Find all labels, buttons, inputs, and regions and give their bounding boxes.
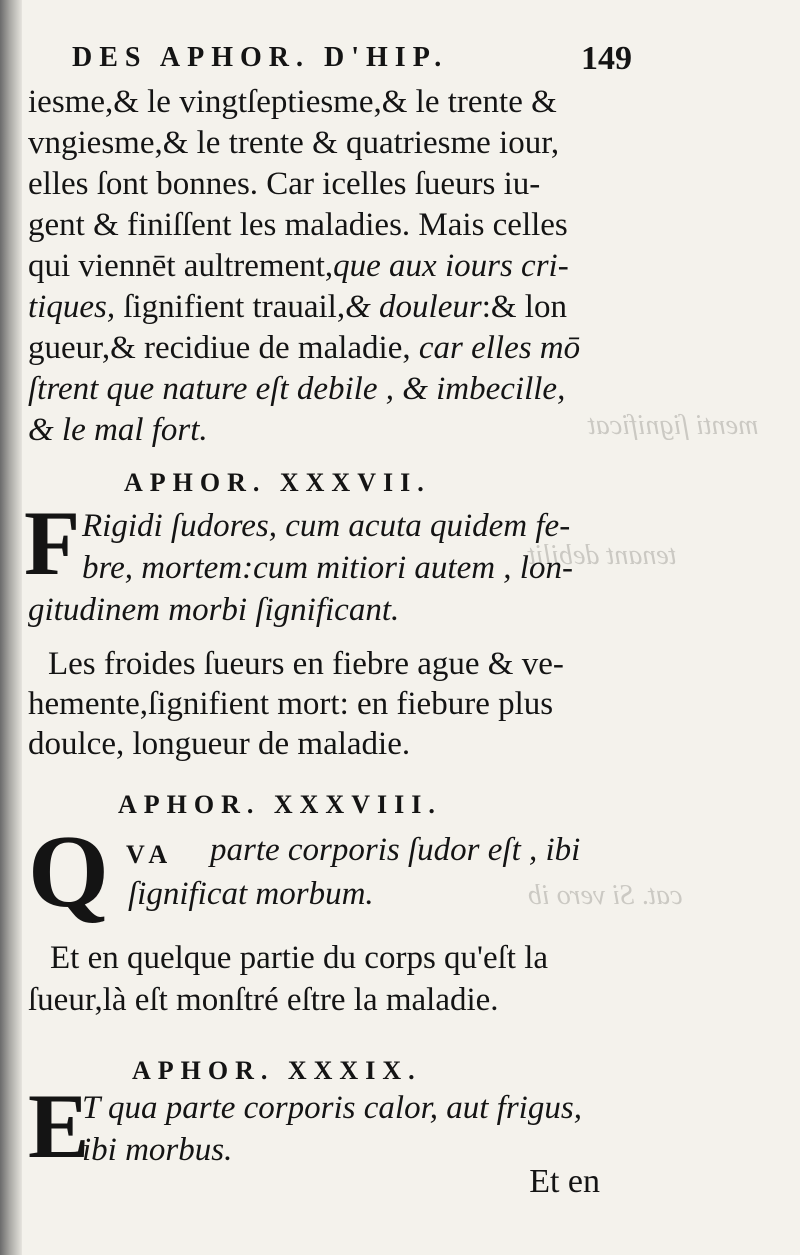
text-line: vngiesme,& le trente & quatriesme iour,: [28, 125, 560, 161]
show-through-text: cat. Si vero ib: [528, 880, 683, 911]
latin-line: ibi morbus.: [82, 1132, 233, 1168]
text-run: qui viennēt aultrement,: [28, 248, 334, 284]
italic-run: & douleur: [345, 289, 482, 325]
text-line: & le mal fort.: [28, 412, 208, 448]
text-run: :& lon: [481, 289, 567, 325]
latin-line: bre, mortem:cum mitiori autem , lon-: [82, 550, 573, 586]
text-line: gent & finiſſent les maladies. Mais celles: [28, 207, 568, 243]
latin-line: parte corporis ſudor eſt , ibi: [210, 832, 581, 868]
text-line: [28, 330, 580, 366]
show-through-text: menti ſignificat: [588, 410, 759, 441]
text-run: gueur,& recidiue de maladie,: [28, 330, 411, 366]
text-line: iesme,& le vingtſeptiesme,& le trente &: [28, 84, 557, 120]
running-head: DES APHOR. D'HIP.: [72, 42, 449, 73]
page-gutter-shadow: [0, 0, 22, 1255]
aphorism-heading: APHOR. XXXVIII.: [118, 790, 442, 819]
aphorism-heading: APHOR. XXXIX.: [132, 1056, 422, 1085]
italic-run: tiques,: [28, 289, 116, 325]
latin-line: Rigidi ſudores, cum acuta quidem fe-: [82, 508, 571, 544]
text-line: ſtrent que nature eſt debile , & imbecille,: [28, 371, 566, 407]
italic-run: que aux iours cri-: [333, 248, 569, 284]
text-line: [28, 289, 567, 325]
latin-lead-letters: VA: [126, 840, 175, 869]
drop-cap: E: [28, 1075, 90, 1177]
latin-line: ſignificat morbum.: [128, 876, 374, 912]
text-line: doulce, longueur de maladie.: [28, 726, 411, 762]
text-run: ſignifient trauail,: [115, 289, 346, 325]
book-page: [24, 0, 800, 1255]
italic-run: car elles mō: [410, 330, 581, 366]
page-number: 149: [581, 40, 632, 77]
text-line: Et en quelque partie du corps qu'eſt la: [50, 940, 549, 976]
text-line: Les froides ſueurs en fiebre ague & ve-: [48, 646, 564, 682]
drop-cap: F: [24, 492, 81, 594]
text-line: hemente,ſignifient mort: en fiebure plus: [28, 686, 554, 722]
latin-line: T qua parte corporis calor, aut frigus,: [82, 1090, 582, 1126]
drop-cap: Q: [28, 814, 109, 929]
show-through-text: tenant debilit: [528, 540, 677, 571]
aphorism-heading: APHOR. XXXVII.: [124, 468, 431, 497]
latin-line: gitudinem morbi ſignificant.: [28, 592, 400, 628]
catchword: Et en: [529, 1163, 600, 1200]
page-header: [72, 42, 632, 88]
text-line: ſueur,là eſt monſtré eſtre la maladie.: [28, 982, 499, 1018]
text-line: [28, 248, 569, 284]
text-line: elles ſont bonnes. Car icelles ſueurs iu-: [28, 166, 541, 202]
